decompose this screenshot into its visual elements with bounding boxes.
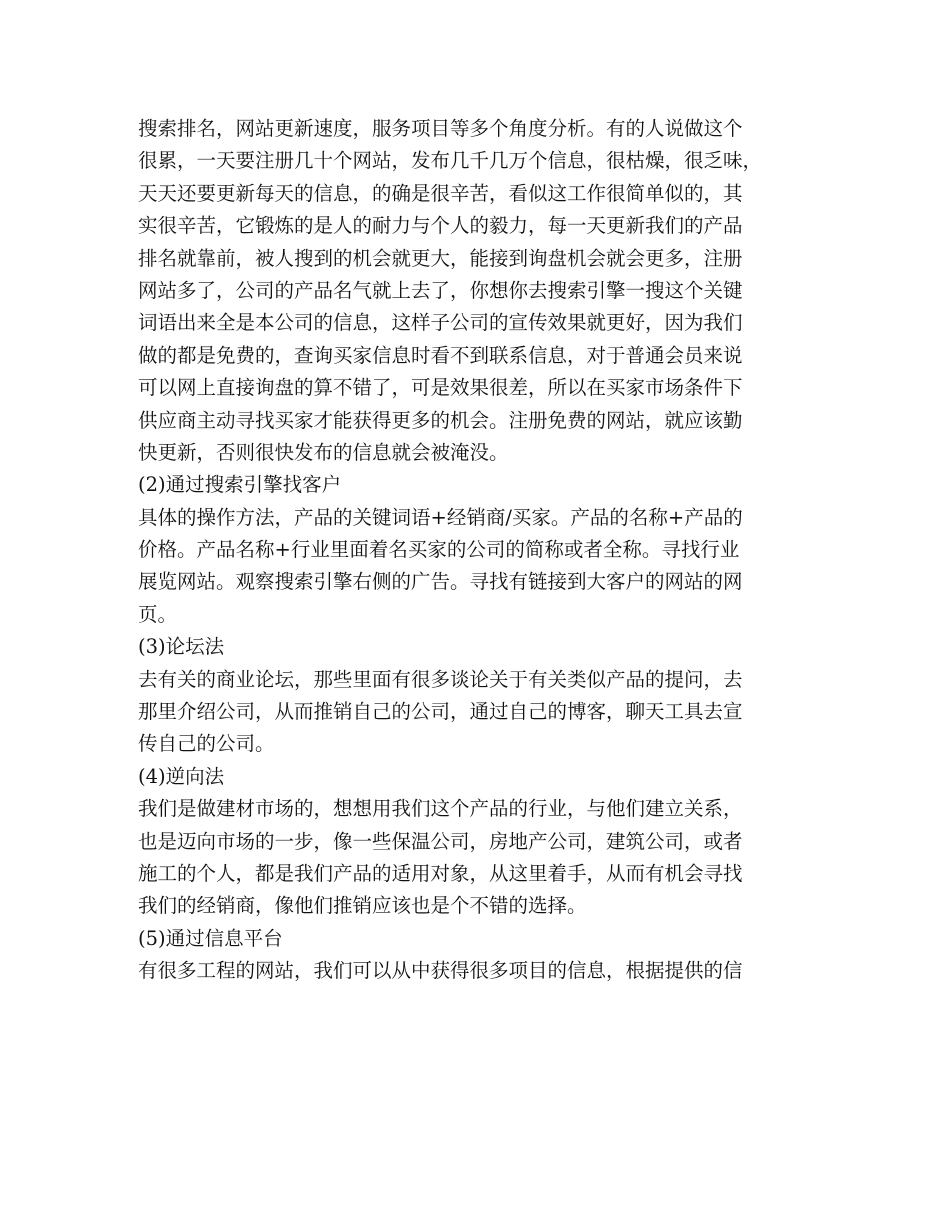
text-line: 去有关的商业论坛，那些里面有很多谈论关于有关类似产品的提问，去 <box>138 667 743 691</box>
text-line: 页。 <box>138 602 178 626</box>
text-line: 很累，一天要注册几十个网站，发布几千几万个信息，很枯燥，很乏味， <box>138 149 763 173</box>
text-line: 做的都是免费的，查询买家信息时看不到联系信息，对于普通会员来说 <box>138 343 743 367</box>
text-line: 具体的操作方法，产品的关键词语+经销商/买家。产品的名称+产品的 <box>138 505 743 529</box>
text-line: 我们是做建材市场的，想想用我们这个产品的行业，与他们建立关系， <box>138 797 743 821</box>
text-line: 排名就靠前，被人搜到的机会就更大，能接到询盘机会就会更多，注册 <box>138 246 743 270</box>
text-line: 供应商主动寻找买家才能获得更多的机会。注册免费的网站，就应该勤 <box>138 408 743 432</box>
text-line: 快更新，否则很快发布的信息就会被淹没。 <box>138 440 509 464</box>
text-line: 有很多工程的网站，我们可以从中获得很多项目的信息，根据提供的信 <box>138 959 743 983</box>
text-line: 可以网上直接询盘的算不错了，可是效果很差，所以在买家市场条件下 <box>138 376 743 400</box>
section-heading: (2)通过搜索引擎找客户 <box>138 473 342 497</box>
text-line: 展览网站。观察搜索引擎右侧的广告。寻找有链接到大客户的网站的网 <box>138 570 743 594</box>
text-line: 传自己的公司。 <box>138 732 275 756</box>
text-line: 施工的个人，都是我们产品的适用对象，从这里着手，从而有机会寻找 <box>138 861 743 885</box>
text-line: 搜索排名，网站更新速度，服务项目等多个角度分析。有的人说做这个 <box>138 117 743 140</box>
section-heading: (4)逆向法 <box>138 764 225 788</box>
text-line: 我们的经销商，像他们推销应该也是个不错的选择。 <box>138 894 587 918</box>
text-line: 网站多了，公司的产品名气就上去了，你想你去搜索引擎一搜这个关键 <box>138 278 743 302</box>
text-line: 实很辛苦，它锻炼的是人的耐力与个人的毅力，每一天更新我们的产品 <box>138 214 743 238</box>
text-line: 也是迈向市场的一步，像一些保温公司，房地产公司，建筑公司，或者 <box>138 829 743 853</box>
text-line: 天天还要更新每天的信息，的确是很辛苦，看似这工作很简单似的，其 <box>138 181 743 205</box>
body-text <box>138 113 828 988</box>
text-line: 那里介绍公司，从而推销自己的公司，通过自己的博客，聊天工具去宣 <box>138 700 743 724</box>
section-heading: (3)论坛法 <box>138 635 225 659</box>
text-line: 价格。产品名称+行业里面着名买家的公司的简称或者全称。寻找行业 <box>138 538 740 562</box>
section-heading: (5)通过信息平台 <box>138 926 283 950</box>
text-line: 词语出来全是本公司的信息，这样子公司的宣传效果就更好，因为我们 <box>138 311 743 335</box>
